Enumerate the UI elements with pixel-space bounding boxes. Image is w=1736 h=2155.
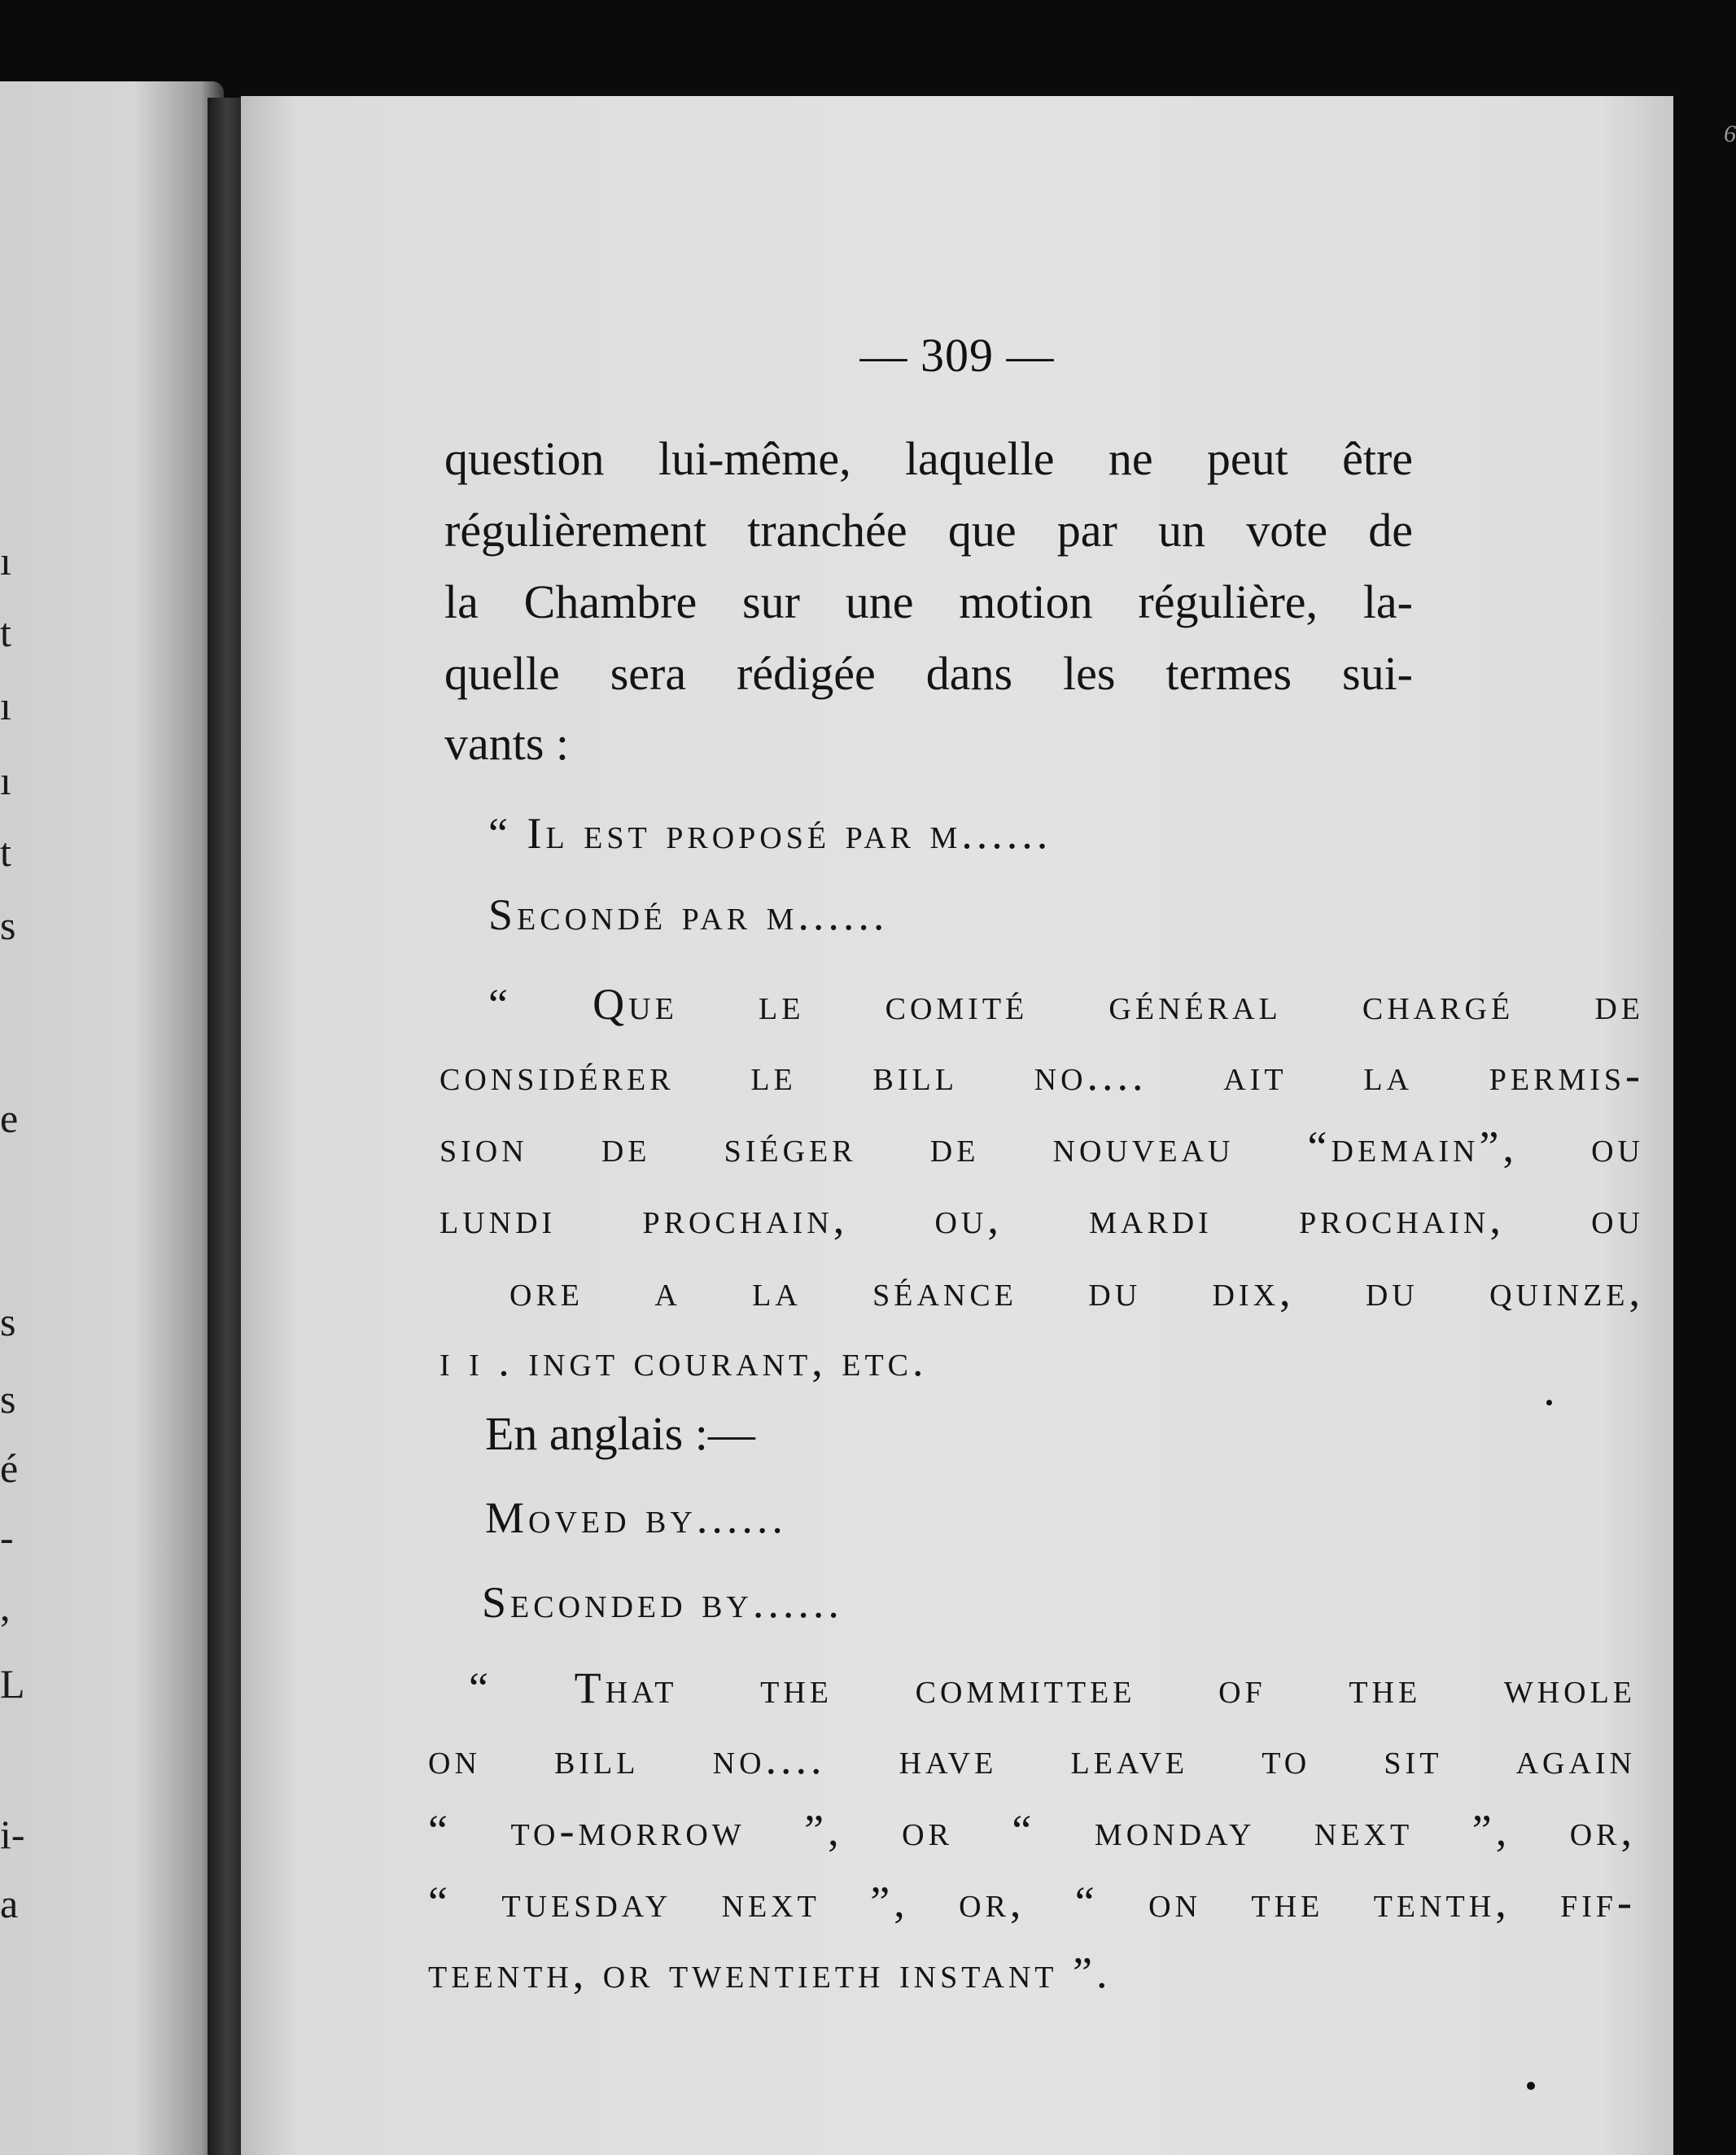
motion-text-fr: ore a la séance du dix, du quinze,: [509, 1266, 1644, 1315]
paragraph-line: la Chambre sur une motion régulière, la-: [444, 575, 1413, 628]
left-page-fragment: s: [0, 1299, 16, 1344]
left-page-fragment: é: [0, 1445, 19, 1491]
corner-mark: 6: [1724, 120, 1736, 147]
right-page: [241, 96, 1736, 2155]
motion-text-en: teenth, or twentieth instant ”.: [428, 1948, 1112, 1997]
scan-speck: [1527, 2082, 1535, 2090]
left-page-fragment: s: [0, 903, 16, 948]
paragraph-line: question lui-même, laquelle ne peut être: [444, 432, 1413, 485]
motion-moved-fr: “ Il est proposé par m......: [488, 809, 1052, 858]
motion-text-en: “ That the committee of the whole: [469, 1663, 1636, 1712]
scan-speck: [1546, 1400, 1552, 1405]
left-page-fragment: ,: [0, 1584, 11, 1629]
left-page-fragment: t: [0, 829, 11, 875]
left-page-fragment: a: [0, 1881, 19, 1926]
motion-text-fr: sion de siéger de nouveau “demain”, ou: [439, 1122, 1644, 1171]
motion-text-fr: considérer le bill no.... ait la permis-: [439, 1051, 1644, 1099]
left-page-fragment: i-: [0, 1812, 25, 1857]
motion-text-fr: “ Que le comité général chargé de: [488, 980, 1644, 1029]
motion-text-fr: lundi prochain, ou, mardi prochain, ou: [439, 1194, 1644, 1243]
english-intro: En anglais :—: [485, 1407, 755, 1460]
motion-text-en: on bill no.... have leave to sit again: [428, 1734, 1636, 1783]
page-number: — 309 —: [859, 329, 1055, 382]
paragraph-line: régulièrement tranchée que par un vote de: [444, 504, 1413, 557]
motion-seconded-en: Seconded by......: [482, 1578, 843, 1627]
motion-text-en: “ to-morrow ”, or “ monday next ”, or,: [428, 1806, 1636, 1855]
paragraph-line: vants :: [444, 717, 570, 770]
motion-text-fr: ı ı . ingt courant, etc.: [439, 1336, 928, 1385]
left-page-fragment: -: [0, 1515, 14, 1560]
left-page: [0, 81, 224, 2155]
left-page-fragment: ı: [0, 683, 11, 728]
left-page-fragment: e: [0, 1095, 19, 1141]
left-page-fragment: t: [0, 610, 11, 655]
left-page-fragment: s: [0, 1376, 16, 1422]
motion-moved-en: Moved by......: [485, 1493, 787, 1542]
motion-text-en: “ tuesday next ”, or, “ on the tenth, fif-: [428, 1877, 1636, 1926]
left-page-fragment: ı: [0, 758, 11, 803]
left-page-fragment: ı: [0, 538, 11, 584]
paragraph-line: quelle sera rédigée dans les termes sui-: [444, 647, 1413, 700]
motion-seconded-fr: Secondé par m......: [488, 890, 889, 939]
left-page-fragment: L: [0, 1661, 25, 1707]
